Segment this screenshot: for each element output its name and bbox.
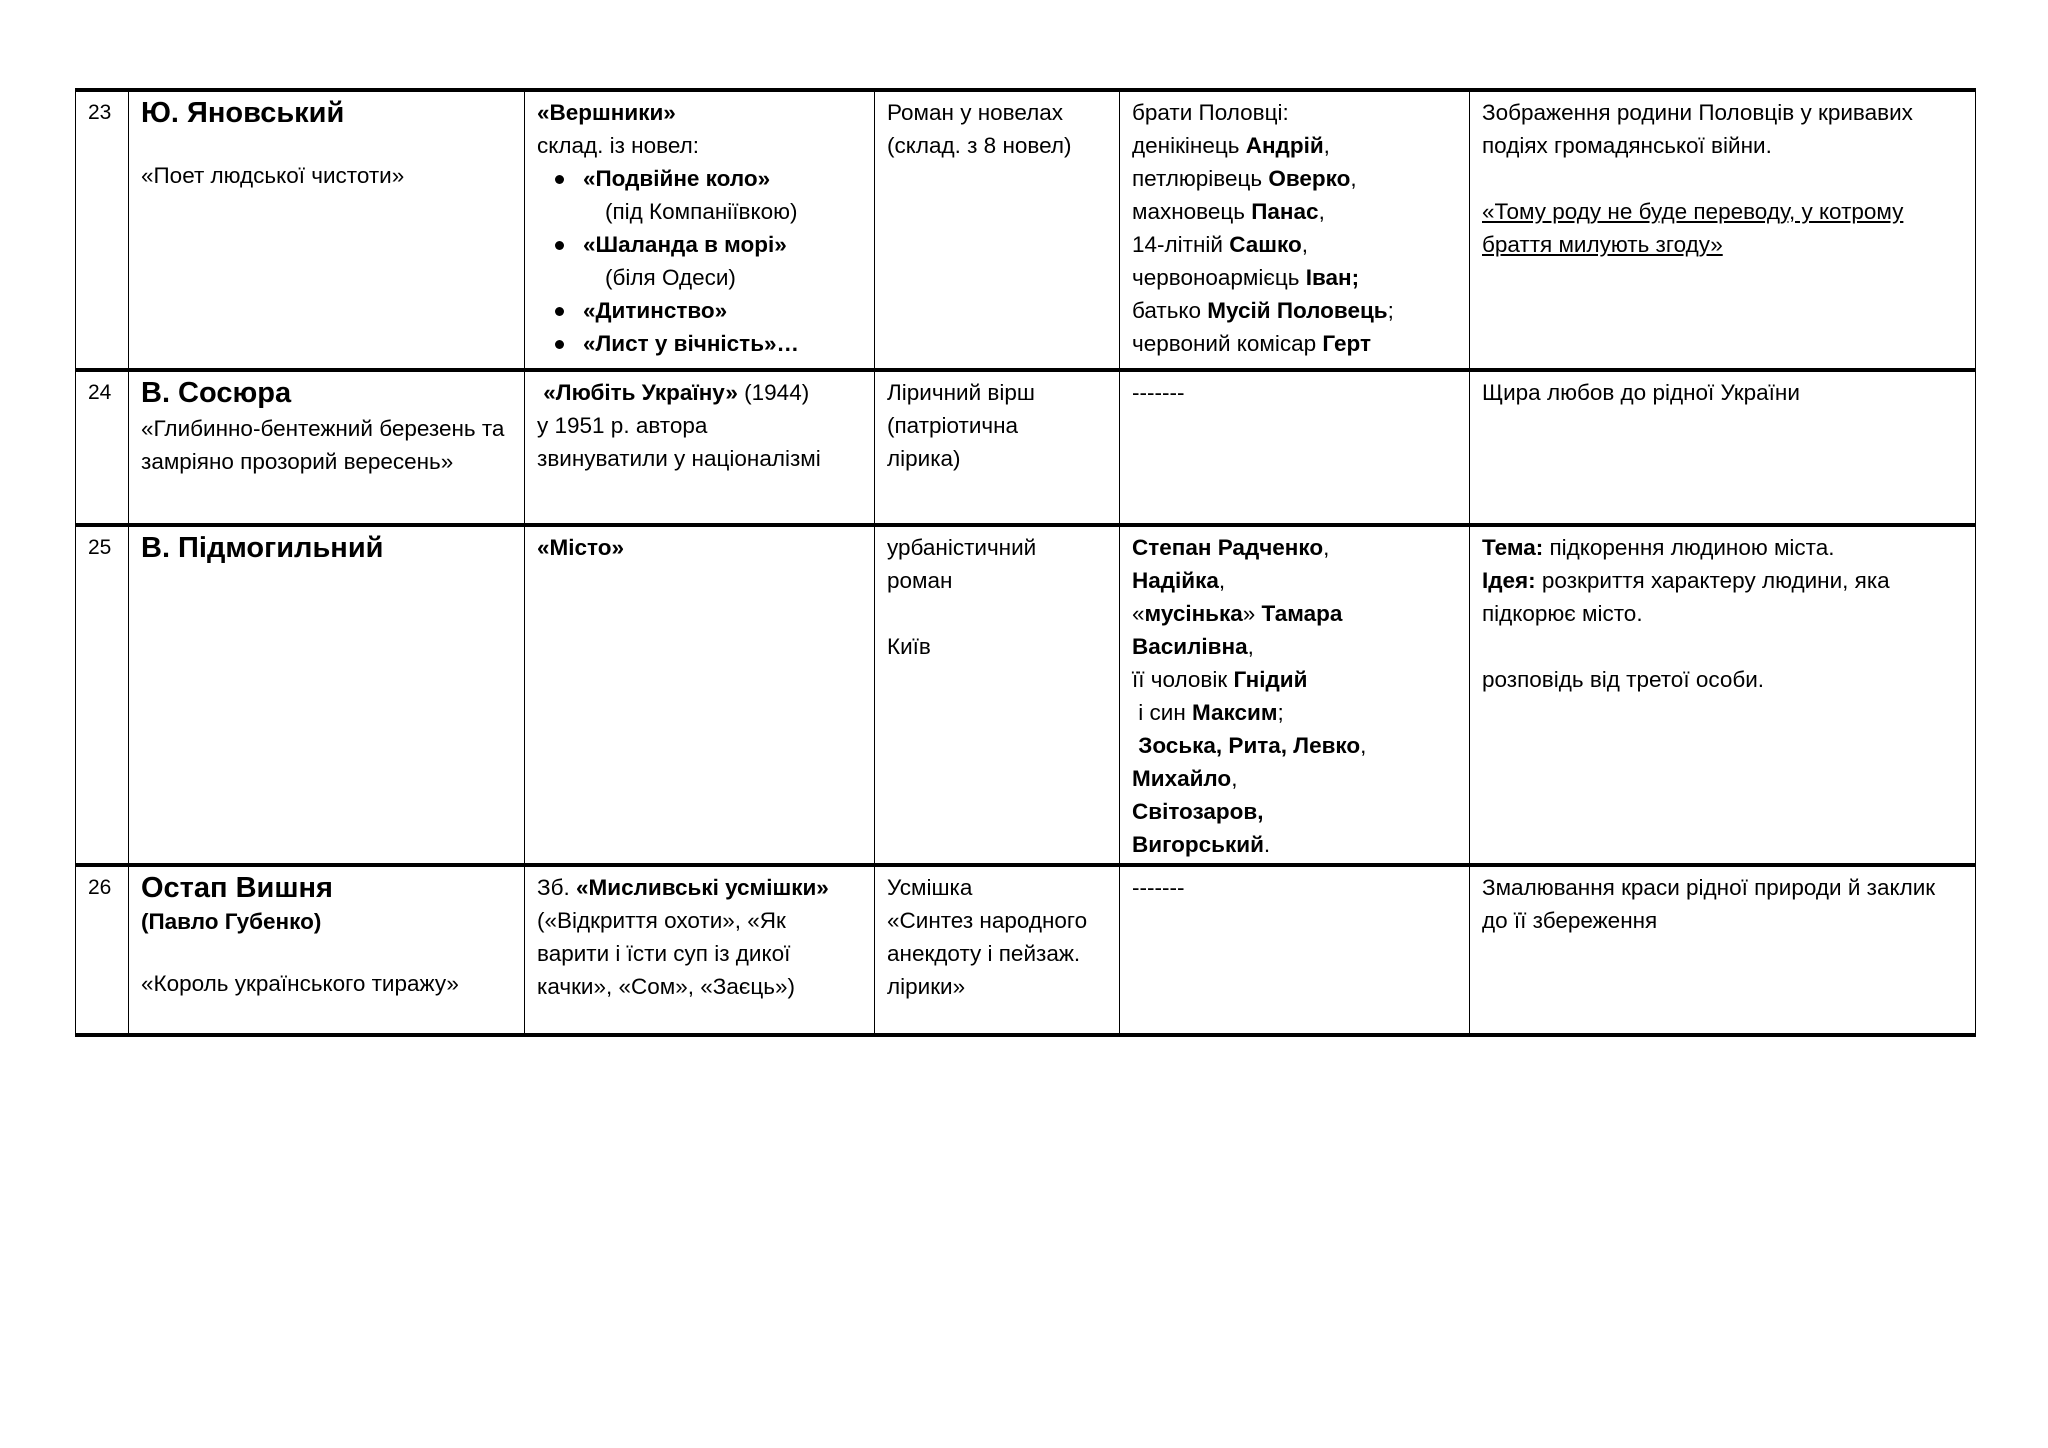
literature-table: [75, 88, 1976, 1037]
genre-line: «Синтез народного анекдоту і пейзаж. лірики»: [887, 908, 1088, 999]
author-name: В. Сосюра: [141, 377, 292, 409]
characters-intro: брати Половці:: [1132, 100, 1289, 125]
genre-line: лірика): [887, 446, 961, 471]
genre-line: урбаністичний: [887, 535, 1037, 560]
work-note: звинуватили у націоналізмі: [537, 446, 821, 471]
work-list: («Відкриття охоти», «Як варити і їсти суп із дикої качки», «Сом», «Заєць»): [537, 908, 795, 999]
quote-text: «Тому роду не буде переводу, у котрому браття милують згоду»: [1482, 199, 1904, 257]
genre-line: Роман у новелах: [887, 100, 1063, 125]
row-number: 25: [76, 525, 129, 865]
character: денікінець Андрій,: [1132, 133, 1330, 158]
character: Світозаров,: [1132, 799, 1264, 824]
list-item: «Шаланда в морі»: [583, 228, 862, 261]
character: петлюрівець Оверко,: [1132, 166, 1357, 191]
theme-text: Зображення родини Половців у кривавих подіях громадянської війни.: [1482, 100, 1913, 158]
character: махновець Панас,: [1132, 199, 1325, 224]
theme-line: Тема: підкорення людиною міста.: [1482, 535, 1835, 560]
work-cell: [525, 370, 875, 525]
characters-cell: -------: [1120, 865, 1470, 1035]
genre-cell: [875, 525, 1120, 865]
table-row: [76, 370, 1976, 525]
list-item: «Подвійне коло»: [583, 162, 862, 195]
character: її чоловік Гнідий: [1132, 667, 1308, 692]
author-nickname: «Глибинно-бентежний березень та замріяно прозорий вересень»: [141, 416, 505, 474]
work-cell: [525, 865, 875, 1035]
genre-cell: [875, 90, 1120, 370]
idea-line: Ідея: розкриття характеру людини, яка підкорює місто.: [1482, 568, 1890, 626]
story-location: (під Компаніївкою): [605, 199, 798, 224]
work-cell: [525, 525, 875, 865]
list-item: «Лист у вічність»…: [583, 327, 862, 360]
genre-line: (патріотична: [887, 413, 1019, 438]
character: і син Максим;: [1138, 700, 1284, 725]
row-number: 26: [76, 865, 129, 1035]
characters-cell: [1120, 525, 1470, 865]
story-location: (біля Одеси): [605, 265, 736, 290]
characters-cell: -------: [1120, 370, 1470, 525]
character: Надійка,: [1132, 568, 1226, 593]
genre-line: (склад. з 8 новел): [887, 133, 1072, 158]
author-real-name: (Павло Губенко): [141, 909, 322, 934]
work-title: «Мисливські усмішки»: [575, 875, 829, 900]
character: червоний комісар Герт: [1132, 331, 1371, 356]
work-cell: [525, 90, 875, 370]
work-note: склад. із новел:: [537, 133, 699, 158]
theme-cell: Змалювання краси рідної природи й заклик до її збереження: [1470, 865, 1976, 1035]
table-row: [76, 90, 1976, 370]
work-note: у 1951 р. автора: [537, 413, 708, 438]
work-title: «Місто»: [537, 535, 625, 560]
author-nickname: «Поет людської чистоти»: [141, 163, 405, 188]
author-cell: [129, 525, 525, 865]
narration-note: розповідь від третої особи.: [1482, 667, 1765, 692]
table-row: [76, 525, 1976, 865]
character: 14-літній Сашко,: [1132, 232, 1308, 257]
table-row: [76, 865, 1976, 1035]
character: Зоська, Рита, Левко,: [1138, 733, 1367, 758]
author-cell: [129, 865, 525, 1035]
genre-line: Ліричний вірш: [887, 380, 1035, 405]
characters-cell: [1120, 90, 1470, 370]
genre-cell: [875, 370, 1120, 525]
character: батько Мусій Половець;: [1132, 298, 1394, 323]
work-title: «Любіть Україну»: [543, 380, 738, 405]
stories-list: [537, 162, 862, 360]
list-item: «Дитинство»: [583, 294, 862, 327]
genre-line: Усмішка: [887, 875, 973, 900]
author-name: Остап Вишня: [141, 872, 333, 904]
genre-cell: [875, 865, 1120, 1035]
row-number: 23: [76, 90, 129, 370]
author-name: Ю. Яновський: [141, 97, 345, 129]
theme-cell: Щира любов до рідної України: [1470, 370, 1976, 525]
work-title: «Вершники»: [537, 100, 676, 125]
author-cell: [129, 370, 525, 525]
author-nickname: «Король українського тиражу»: [141, 971, 459, 996]
character: «мусінька» Тамара Василівна,: [1132, 601, 1343, 659]
character: Михайло,: [1132, 766, 1238, 791]
theme-cell: [1470, 90, 1976, 370]
author-cell: [129, 90, 525, 370]
author-name: В. Підмогильний: [141, 532, 384, 564]
theme-cell: [1470, 525, 1976, 865]
character: Степан Радченко,: [1132, 535, 1330, 560]
setting-city: Київ: [887, 634, 931, 659]
row-number: 24: [76, 370, 129, 525]
genre-line: роман: [887, 568, 953, 593]
character: Вигорський.: [1132, 832, 1271, 857]
character: червоноармієць Іван;: [1132, 265, 1360, 290]
work-prefix: Зб.: [537, 875, 576, 900]
work-year: (1944): [737, 380, 810, 405]
